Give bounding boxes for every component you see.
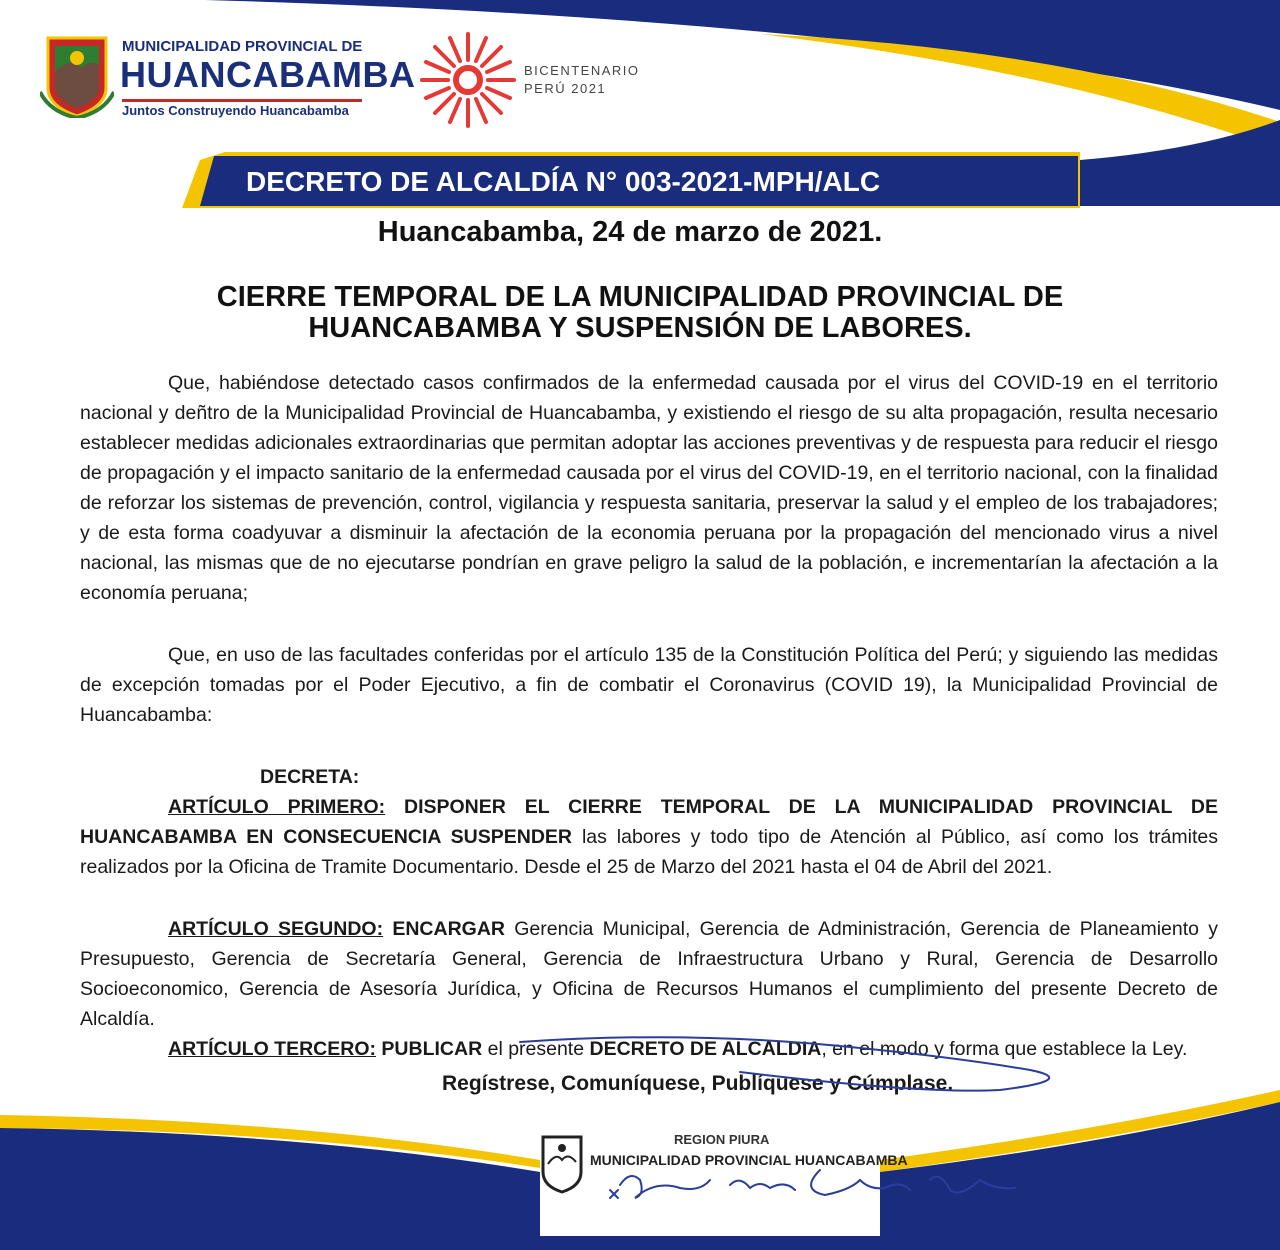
decreta-heading: DECRETA: xyxy=(260,766,360,788)
bicentenario-logo xyxy=(418,30,678,130)
closing-formula: Regístrese, Comuníquese, Publíquese y Cúmplase. xyxy=(442,1072,954,1095)
bicentenario-title: BICENTENARIO xyxy=(524,63,640,78)
decree-body xyxy=(80,368,1218,1064)
handwritten-signature xyxy=(440,1030,1140,1230)
article-first-label: ARTÍCULO PRIMERO: xyxy=(168,796,386,818)
article-third-bold1: PUBLICAR xyxy=(381,1038,483,1060)
bottom-navy-center xyxy=(540,1236,880,1250)
article-first-text: las labores y todo tipo de Atención al Público, así como los trámites realizados por la Oficina de Tramite Documentario. Desde el 25 de Marzo del 2021 hasta el 04 de Abril del 2021. xyxy=(80,826,1218,878)
article-first xyxy=(80,792,1218,882)
paragraph-considerando-2: Que, en uso de las facultades conferidas por el artículo 135 de la Constitución Política del Perú; y siguiendo las medidas de excepción tomadas por el Poder Ejecutivo, a fin de combatir el Coronavirus (COVID 19), la Municipalidad Provincial de Huancabamba: xyxy=(80,644,1218,726)
article-third-text1: el presente xyxy=(487,1038,585,1060)
municipality-slogan: Juntos Construyendo Huancabamba xyxy=(122,103,349,118)
decree-subject xyxy=(80,282,1200,344)
article-first-bold: DISPONER EL CIERRE TEMPORAL DE LA MUNICIPALIDAD PROVINCIAL DE HUANCABAMBA EN CONSECUENCIA SUSPENDER xyxy=(80,796,1218,848)
article-second-text: Gerencia Municipal, Gerencia de Administración, Gerencia de Planeamiento y Presupuesto, Gerencia de Secretaría General, Gerencia de Infraestructura Urbano y Rural, Gerencia de Desarrollo Socioeconomico, Gerencia de Asesoría Jurídica, y Oficina de Recursos Humanos el cumplimiento del presente Decreto de Alcaldía. xyxy=(80,918,1218,1030)
decree-date: Huancabamba, 24 de marzo de 2021. xyxy=(377,216,883,248)
decree-subject-line2: HUANCABAMBA Y SUSPENSIÓN DE LABORES. xyxy=(308,312,972,344)
stamp-region: REGION PIURA xyxy=(674,1132,770,1147)
logo-divider xyxy=(122,99,362,102)
coat-of-arms-icon xyxy=(40,32,114,118)
decree-subject-line1: CIERRE TEMPORAL DE LA MUNICIPALIDAD PROVINCIAL DE xyxy=(216,281,1064,313)
municipality-name-line2: HUANCABAMBA xyxy=(120,54,416,95)
decree-title: DECRETO DE ALCALDÍA N° 003-2021-MPH/ALC xyxy=(246,166,881,197)
article-third-bold2: DECRETO DE ALCALDIA xyxy=(589,1038,822,1060)
article-second-bold: ENCARGAR xyxy=(392,918,505,940)
article-third-text2: , en el modo y forma que establece la Ley. xyxy=(821,1038,1188,1060)
article-second xyxy=(80,914,1218,1034)
bicentenario-subtitle: PERÚ 2021 xyxy=(524,81,607,96)
bicentenario-sunburst-icon xyxy=(418,30,518,130)
article-third-label: ARTÍCULO TERCERO: xyxy=(168,1038,376,1060)
municipality-logo xyxy=(40,32,416,122)
article-second-label: ARTÍCULO SEGUNDO: xyxy=(168,918,384,940)
paragraph-considerando-1: Que, habiéndose detectado casos confirmados de la enfermedad causada por el virus del COVID-19 en el territorio nacional y deñtro de la Municipalidad Provincial de Huancabamba, y existiendo el riesgo de su alta propagación, resulta necesario establecer medidas adicionales extraordinarias que permitan adoptar las acciones preventivas y de respuesta para reducir el riesgo de propagación y el impacto sanitario de la enfermedad causada por el virus del COVID-19, en el territorio nacional, con la finalidad de reforzar los sistemas de prevención, control, vigilancia y respuesta sanitaria, preservar la salud y el empleo de los trabajadores; y de esta forma coadyuvar a disminuir la afectación de la economia peruana por la propagación del mencionado virus a nivel nacional, las mismas que de no ejecutarse pondrían en grave peligro la salud de la población, e incrementarían la afectación a la economía peruana; xyxy=(80,372,1218,604)
stamp-municipality: MUNICIPALIDAD PROVINCIAL HUANCABAMBA xyxy=(590,1152,908,1168)
title-banner-right xyxy=(1080,120,1280,206)
municipality-name-line1: MUNICIPALIDAD PROVINCIAL DE xyxy=(122,38,363,55)
